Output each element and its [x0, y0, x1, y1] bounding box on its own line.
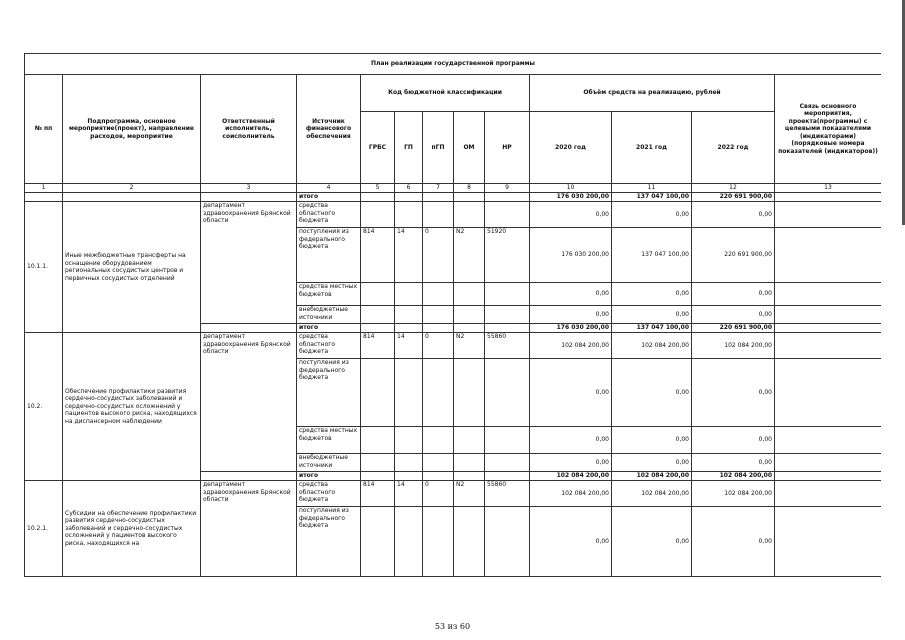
responsible-executor: департамент здравоохранения Брянской области: [201, 481, 297, 577]
funding-source: внебюджетные источники: [297, 306, 361, 324]
funding-source: средства областного бюджета: [297, 481, 361, 507]
itogo-2022: 102 084 200,00: [692, 472, 775, 481]
itogo-2020: 176 030 200,00: [530, 324, 612, 333]
om-code: N2: [454, 481, 485, 507]
pgp-code: 0: [423, 228, 454, 283]
header-source: Источник финансового обеспечения: [297, 75, 361, 184]
funding-source: средства областного бюджета: [297, 202, 361, 228]
amount-2020: 0,00: [530, 454, 612, 472]
funding-source: поступления из федерального бюджета: [297, 359, 361, 427]
nr-code: [485, 359, 530, 427]
grbs-code: [361, 306, 395, 324]
indicator-link-cell: [775, 283, 882, 306]
gp-code: [395, 427, 423, 454]
amount-2022: 0,00: [692, 359, 775, 427]
header-gp: ГП: [395, 112, 423, 184]
indicator-link-cell: [775, 472, 882, 481]
amount-2021: 0,00: [612, 454, 692, 472]
column-number: 13: [775, 184, 882, 193]
empty-cell: [201, 472, 297, 481]
funding-source: внебюджетные источники: [297, 454, 361, 472]
header-nr: НР: [485, 112, 530, 184]
header-2021: 2021 год: [612, 112, 692, 184]
itogo-2021: 102 084 200,00: [612, 472, 692, 481]
header-subprogram: Подпрограмма, основное мероприятие(проект), направление расходов, мероприятие: [63, 75, 201, 184]
itogo-2022: 220 691 900,00: [692, 193, 775, 202]
column-number: 2: [63, 184, 201, 193]
pgp-code: 0: [423, 481, 454, 507]
column-number: 5: [361, 184, 395, 193]
column-number: 10: [530, 184, 612, 193]
grbs-code: [361, 202, 395, 228]
amount-2020: 0,00: [530, 507, 612, 577]
nr-code: [485, 427, 530, 454]
indicator-link-cell: [775, 427, 882, 454]
amount-2021: 137 047 100,00: [612, 228, 692, 283]
itogo-label: итого: [297, 193, 361, 202]
activity-name: Обеспечение профилактики развития сердечно-сосудистых заболеваний и сердечно-сосудистых осложнений у пациентов высокого риска, находящихся на диспансерном наблюдении: [63, 333, 201, 481]
responsible-executor: департамент здравоохранения Брянской области: [201, 333, 297, 472]
row-number: 10.2.: [25, 333, 63, 481]
activity-name: Иные межбюджетные трансферты на оснащение оборудованием региональных сосудистых центров и первичных сосудистых отделений: [63, 202, 201, 333]
budget-table-sheet: [24, 53, 881, 596]
empty-cell: [485, 324, 530, 333]
om-code: [454, 454, 485, 472]
itogo-2020: 102 084 200,00: [530, 472, 612, 481]
itogo-2022: 220 691 900,00: [692, 324, 775, 333]
indicator-link-cell: [775, 324, 882, 333]
amount-2021: 0,00: [612, 202, 692, 228]
empty-cell: [361, 324, 395, 333]
om-code: N2: [454, 333, 485, 359]
amount-2022: 0,00: [692, 427, 775, 454]
gp-code: 14: [395, 228, 423, 283]
om-code: [454, 359, 485, 427]
nr-code: [485, 283, 530, 306]
amount-2020: 0,00: [530, 427, 612, 454]
empty-cell: [395, 324, 423, 333]
top-itogo-row: [25, 193, 882, 202]
amount-2020: 102 084 200,00: [530, 333, 612, 359]
itogo-2021: 137 047 100,00: [612, 193, 692, 202]
funding-source: средства областного бюджета: [297, 333, 361, 359]
empty-cell: [201, 324, 297, 333]
amount-2022: 0,00: [692, 507, 775, 577]
header-grbs: ГРБС: [361, 112, 395, 184]
amount-2022: 102 084 200,00: [692, 481, 775, 507]
header-2020: 2020 год: [530, 112, 612, 184]
grbs-code: 814: [361, 228, 395, 283]
grbs-code: 814: [361, 481, 395, 507]
amount-2021: 0,00: [612, 427, 692, 454]
column-number: 11: [612, 184, 692, 193]
funding-source: поступления из федерального бюджета: [297, 507, 361, 577]
page-number: 53 из 60: [434, 622, 471, 631]
program-plan-table: [24, 53, 881, 577]
amount-2021: 102 084 200,00: [612, 481, 692, 507]
grbs-code: [361, 454, 395, 472]
row-number: 10.2.1.: [25, 481, 63, 577]
nr-code: [485, 306, 530, 324]
empty-cell: [395, 472, 423, 481]
amount-2022: 0,00: [692, 283, 775, 306]
pgp-code: [423, 202, 454, 228]
header-pgp: пГП: [423, 112, 454, 184]
om-code: [454, 202, 485, 228]
grbs-code: [361, 359, 395, 427]
om-code: [454, 507, 485, 577]
column-number: 1: [25, 184, 63, 193]
om-code: [454, 306, 485, 324]
amount-2020: 0,00: [530, 283, 612, 306]
amount-2020: 102 084 200,00: [530, 481, 612, 507]
column-number: 4: [297, 184, 361, 193]
header-budget-code: Код бюджетной классификации: [361, 75, 530, 112]
empty-cell: [485, 472, 530, 481]
grbs-code: [361, 283, 395, 306]
header-om: ОМ: [454, 112, 485, 184]
header-responsible: Ответственный исполнитель, соисполнитель: [201, 75, 297, 184]
amount-2020: 0,00: [530, 359, 612, 427]
amount-2020: 0,00: [530, 202, 612, 228]
nr-code: 51920: [485, 228, 530, 283]
gp-code: [395, 202, 423, 228]
nr-code: 55860: [485, 333, 530, 359]
indicator-link-cell: [775, 454, 882, 472]
itogo-label: итого: [297, 324, 361, 333]
om-code: N2: [454, 228, 485, 283]
indicator-link-cell: [775, 507, 882, 577]
column-number: 6: [395, 184, 423, 193]
column-number: 7: [423, 184, 454, 193]
column-number: 8: [454, 184, 485, 193]
responsible-executor: департамент здравоохранения Брянской области: [201, 202, 297, 324]
header-npp: № пп: [25, 75, 63, 184]
pgp-code: [423, 427, 454, 454]
pgp-code: [423, 507, 454, 577]
indicator-link-cell: [775, 202, 882, 228]
gp-code: [395, 283, 423, 306]
grbs-code: 814: [361, 333, 395, 359]
amount-2022: 0,00: [692, 202, 775, 228]
amount-2022: 102 084 200,00: [692, 333, 775, 359]
pgp-code: [423, 283, 454, 306]
nr-code: 55860: [485, 481, 530, 507]
gp-code: [395, 507, 423, 577]
amount-2021: 102 084 200,00: [612, 333, 692, 359]
pgp-code: [423, 306, 454, 324]
gp-code: [395, 306, 423, 324]
amount-2022: 0,00: [692, 454, 775, 472]
gp-code: 14: [395, 333, 423, 359]
table-title: План реализации государственной программы: [25, 54, 882, 75]
om-code: [454, 283, 485, 306]
column-number: 12: [692, 184, 775, 193]
indicator-link-cell: [775, 359, 882, 427]
empty-cell: [423, 472, 454, 481]
grbs-code: [361, 427, 395, 454]
header-indicator-link: Связь основного мероприятия, проекта(программы) с целевыми показателями (индикаторами) (порядковые номера показателей (индикаторов)): [775, 75, 882, 184]
gp-code: 14: [395, 481, 423, 507]
pgp-code: [423, 359, 454, 427]
empty-cell: [454, 324, 485, 333]
indicator-link-cell: [775, 306, 882, 324]
nr-code: [485, 507, 530, 577]
gp-code: [395, 359, 423, 427]
table-row: [25, 333, 882, 359]
funding-source: поступления из федерального бюджета: [297, 228, 361, 283]
amount-2021: 0,00: [612, 507, 692, 577]
itogo-2020: 176 030 200,00: [530, 193, 612, 202]
nr-code: [485, 454, 530, 472]
activity-name: Субсидии на обеспечение профилактики развития сердечно-сосудистых заболеваний и сердечно-сосудистых осложнений у пациентов высокого риска, находящихся на: [63, 481, 201, 577]
indicator-link-cell: [775, 481, 882, 507]
grbs-code: [361, 507, 395, 577]
amount-2022: 0,00: [692, 306, 775, 324]
indicator-link-cell: [775, 333, 882, 359]
empty-cell: [361, 472, 395, 481]
amount-2021: 0,00: [612, 283, 692, 306]
amount-2021: 0,00: [612, 306, 692, 324]
table-row: [25, 481, 882, 507]
empty-cell: [454, 472, 485, 481]
table-row: [25, 202, 882, 228]
column-number: 9: [485, 184, 530, 193]
amount-2020: 0,00: [530, 306, 612, 324]
empty-cell: [423, 324, 454, 333]
amount-2020: 176 030 200,00: [530, 228, 612, 283]
gp-code: [395, 454, 423, 472]
funding-source: средства местных бюджетов: [297, 427, 361, 454]
row-number: 10.1.1.: [25, 202, 63, 333]
itogo-2021: 137 047 100,00: [612, 324, 692, 333]
header-2022: 2022 год: [692, 112, 775, 184]
funding-source: средства местных бюджетов: [297, 283, 361, 306]
nr-code: [485, 202, 530, 228]
amount-2021: 0,00: [612, 359, 692, 427]
header-funding: Объём средств на реализацию, рублей: [530, 75, 775, 112]
column-number: 3: [201, 184, 297, 193]
pgp-code: [423, 454, 454, 472]
indicator-link-cell: [775, 228, 882, 283]
pgp-code: 0: [423, 333, 454, 359]
itogo-label: итого: [297, 472, 361, 481]
amount-2022: 220 691 900,00: [692, 228, 775, 283]
om-code: [454, 427, 485, 454]
